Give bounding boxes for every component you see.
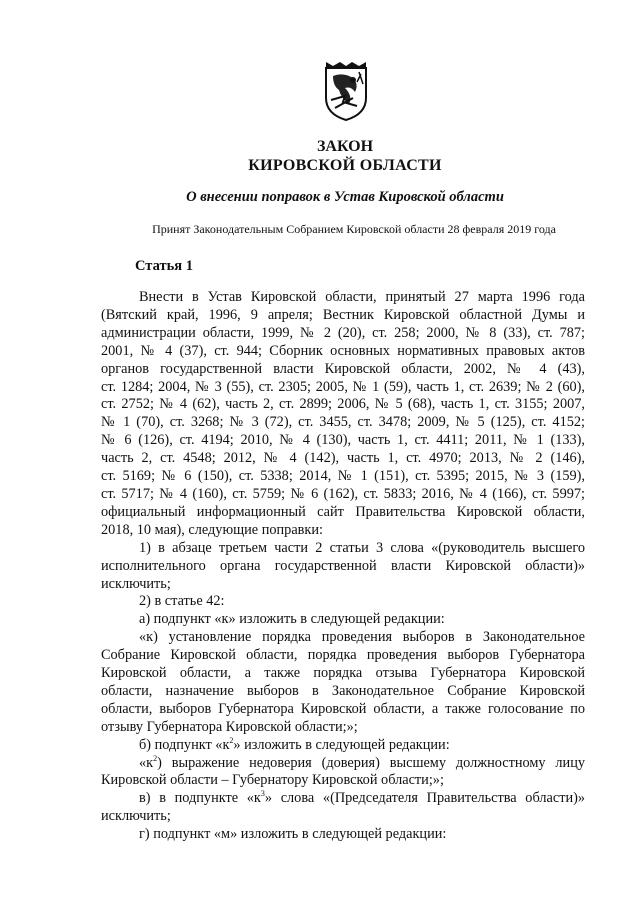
body-line: № 6 (126), ст. 4194; 2010, № 4 (130), часть 1, ст. 4411; 2011, № 1 (133), <box>101 432 585 449</box>
body-line: исключить; <box>101 808 171 825</box>
body-line: Внести в Устав Кировской области, принятый 27 марта 1996 года <box>139 289 585 305</box>
superscript: 3 <box>260 789 265 799</box>
body-line: администрации области, 1999, № 2 (20), ст. 258; 2000, № 8 (33), ст. 787; <box>101 324 585 341</box>
body-line: «$к^2$) выражение недоверия (доверия) высшему должностному лицу <box>139 753 585 771</box>
law-subject: О внесении поправок в Устав Кировской области <box>186 189 504 205</box>
superscript: 2 <box>153 753 158 763</box>
body-line: в) в подпункте «$к^3$» слова «(Председателя Правительства области)» <box>139 789 586 807</box>
body-line: ст. 1284; 2004, № 3 (55), ст. 2305; 2005, № 1 (59), часть 1, ст. 2639; № 2 (60), <box>101 378 585 395</box>
body-line: Кировской области, а также порядка отзыва Губернатора Кировской <box>101 665 585 682</box>
body-line: области, назначение выборов в Законодательное Собрание Кировской <box>101 682 585 699</box>
superscript: 2 <box>229 735 234 745</box>
body-line: 2018, 10 мая), следующие поправки: <box>101 521 323 538</box>
body-line: г) подпункт «м» изложить в следующей редакции: <box>139 826 447 843</box>
body-line: 2) в статье 42: <box>139 593 225 610</box>
title-block <box>0 138 640 176</box>
body-line: ст. 2752; № 4 (62), часть 2, ст. 2899; 2006, № 5 (68), часть 1, ст. 3155; 2007, <box>101 396 585 413</box>
body-line: отзыву Губернатора Кировской области;»; <box>101 718 358 735</box>
law-title: ЗАКОН <box>316 138 374 155</box>
adoption-note: Принят Законодательным Собранием Кировской области 28 февраля 2019 года <box>152 222 556 236</box>
body-line: ст. 5717; № 4 (160), ст. 5759; № 6 (162), ст. 5833; 2016, № 4 (166), ст. 5997; <box>101 485 585 502</box>
body-line: 2001, № 4 (37), ст. 944; Сборник основных нормативных правовых актов <box>101 342 585 359</box>
article-body <box>101 289 585 844</box>
body-line: органов государственной власти Кировской области, 2002, № 4 (43), <box>101 360 585 377</box>
region-title: КИРОВСКОЙ ОБЛАСТИ <box>248 157 442 174</box>
body-line: официальный информационный сайт Правительства Кировской области, <box>101 503 585 520</box>
body-line: № 1 (70), ст. 3268; № 3 (72), ст. 3455, ст. 3478; 2009, № 5 (125), ст. 4152; <box>101 414 585 431</box>
body-line: часть 2, ст. 4548; 2012, № 4 (142), часть 1, ст. 4970; 2013, № 2 (146), <box>101 450 585 467</box>
article-heading: Статья 1 <box>135 258 193 274</box>
body-line: (Вятский край, 1996, 9 апреля; Вестник Кировской областной Думы и <box>101 306 585 323</box>
body-line: «к) установление порядка проведения выборов в Законодательное <box>139 629 585 646</box>
body-line: ст. 5169; № 6 (150), ст. 5338; 2014, № 1 (151), ст. 5395; 2015, № 3 (159), <box>101 468 585 485</box>
body-line: Собрание Кировской области, порядка проведения выборов Губернатора <box>101 647 585 664</box>
body-line: 1) в абзаце третьем части 2 статьи 3 слова «(руководитель высшего <box>139 539 585 556</box>
coat-of-arms-icon <box>323 62 369 122</box>
body-line: области, выборов Губернатора Кировской области, а также голосование по <box>101 700 585 717</box>
body-line: а) подпункт «к» изложить в следующей редакции: <box>139 611 445 628</box>
body-line: исполнительного органа государственной власти Кировской области)» <box>101 557 585 574</box>
body-line: Кировской области – Губернатору Кировской области;»; <box>101 772 444 789</box>
body-line: б) подпункт «$к^2$» изложить в следующей редакции: <box>139 735 450 753</box>
body-line: исключить; <box>101 575 171 592</box>
